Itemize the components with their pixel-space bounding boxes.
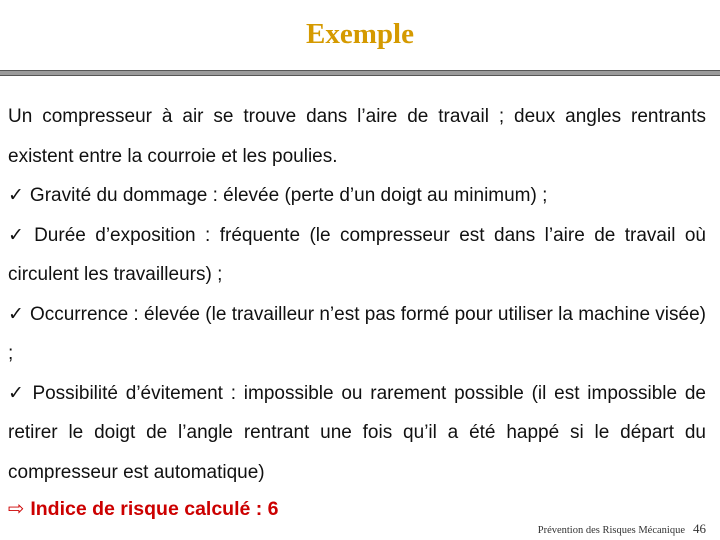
bullet-text: Occurrence : élevée (le travailleur n’est pas formé pour utiliser la machine visée) ; bbox=[8, 303, 706, 364]
bullet-text: Gravité du dommage : élevée (perte d’un doigt au minimum) ; bbox=[29, 185, 548, 206]
bullet-text: Durée d’exposition : fréquente (le compresseur est dans l’aire de travail où circulent les travailleurs) ; bbox=[8, 224, 707, 285]
bullet-text: Possibilité d’évitement : impossible ou rarement possible (il est impossible de retirer le doigt de l’angle rentrant une fois qu’il a été happé si le départ du compresseur est automatique) bbox=[8, 382, 706, 483]
slide-body bbox=[8, 97, 706, 492]
risk-index-result bbox=[8, 497, 279, 521]
page-number: 46 bbox=[693, 521, 706, 536]
intro-paragraph: Un compresseur à air se trouve dans l’aire de travail ; deux angles rentrants existent entre la courroie et les poulies. bbox=[8, 106, 706, 167]
title-divider bbox=[0, 70, 720, 76]
checkmark-icon: ✓ bbox=[8, 302, 24, 325]
slide-title: Exemple bbox=[306, 18, 414, 50]
bullet-item bbox=[8, 216, 706, 295]
footer-text: Prévention des Risques Mécanique bbox=[537, 525, 685, 536]
arrow-right-icon: ⇨ bbox=[8, 497, 25, 520]
slide-footer bbox=[538, 520, 706, 538]
bullet-item bbox=[8, 374, 706, 493]
checkmark-icon: ✓ bbox=[8, 223, 29, 246]
bullet-item bbox=[8, 295, 706, 374]
result-text: Indice de risque calculé : 6 bbox=[30, 498, 279, 520]
checkmark-icon: ✓ bbox=[8, 381, 27, 404]
bullet-item bbox=[8, 176, 706, 216]
checkmark-icon: ✓ bbox=[8, 184, 24, 206]
